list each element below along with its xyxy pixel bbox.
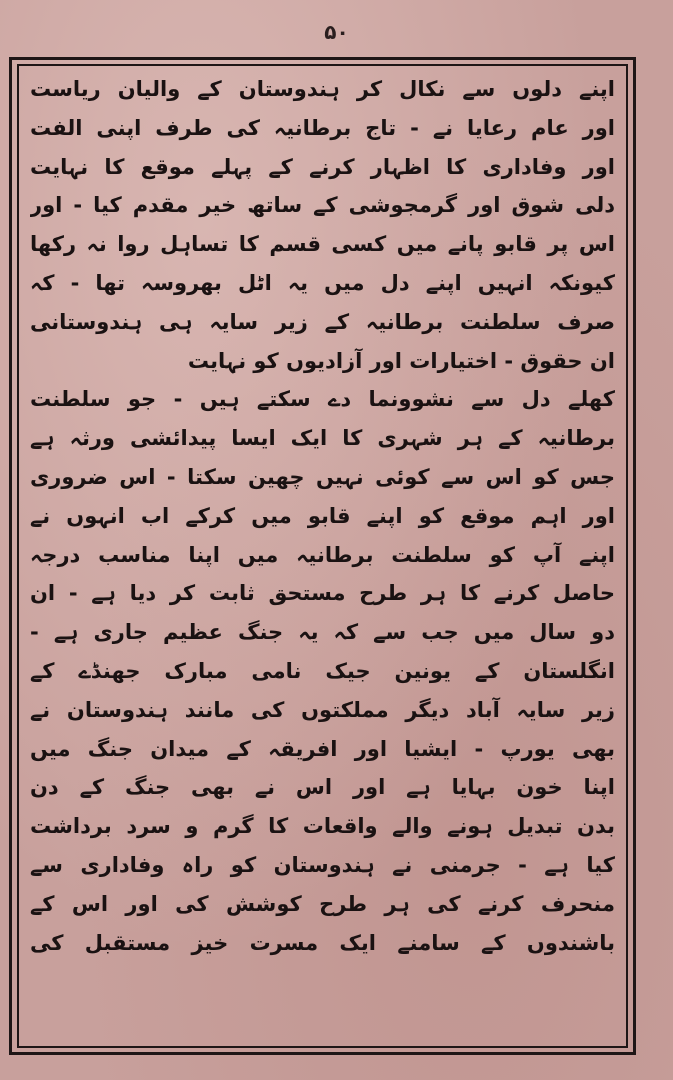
text-line: صرف سلطنت برطانیہ کے زیر سایہ ہی ہندوستانی bbox=[30, 309, 615, 334]
text-line: کیونکہ انہیں اپنے دل میں یہ اٹل بھروسہ تھا - کہ bbox=[30, 270, 615, 295]
text-line: ان حقوق - اختیارات اور آزادیوں کو نہایت bbox=[187, 348, 615, 373]
text-line: انگلستان کے یونین جیک نامی مبارک جھنڈے کے bbox=[30, 658, 615, 683]
text-line: اور عام رعایا نے - تاج برطانیہ کی طرف اپنی الفت bbox=[30, 115, 615, 140]
text-line: اپنے آپ کو سلطنت برطانیہ میں اپنا مناسب درجہ bbox=[30, 542, 615, 567]
text-line: اس پر قابو پانے میں کسی قسم کا تساہل روا نہ رکھا bbox=[30, 232, 615, 257]
page-text bbox=[30, 70, 615, 1040]
text-line: اپنے دلوں سے نکال کر ہندوستان کے والیان ریاست bbox=[30, 77, 615, 101]
text-line: زیر سایہ آباد دیگر مملکتوں کی مانند ہندوستان نے bbox=[30, 697, 615, 722]
text-line: حاصل کرنے کا ہر طرح مستحق ثابت کر دیا ہے - ان bbox=[30, 581, 615, 606]
text-line: کیا ہے - جرمنی نے ہندوستان کو راہ وفاداری سے bbox=[30, 852, 615, 877]
text-line: برطانیہ کے ہر شہری کا ایک ایسا پیدائشی ورثہ ہے bbox=[30, 426, 615, 451]
text-line: منحرف کرنے کی ہر طرح کوشش کی اور اس کے bbox=[30, 891, 615, 916]
text-line: دلی شوق اور گرمجوشی کے ساتھ خیر مقدم کیا - اور bbox=[30, 193, 615, 218]
text-line: بھی یورپ - ایشیا اور افریقہ کے میدان جنگ میں bbox=[30, 736, 615, 761]
text-line: اور اہم موقع کو اپنے قابو میں کرکے اب انہوں نے bbox=[30, 503, 615, 528]
text-line: باشندوں کے سامنے ایک مسرت خیز مستقبل کی bbox=[30, 930, 615, 955]
text-line: کھلے دل سے نشوونما دے سکتے ہیں - جو سلطنت bbox=[30, 387, 615, 412]
page-number: ۵۰ bbox=[324, 20, 349, 44]
text-line: بدن تبدیل ہونے والے واقعات کا گرم و سرد برداشت bbox=[30, 814, 615, 839]
text-line: اور وفاداری کا اظہار کرنے کے پہلے موقع کا نہایت bbox=[30, 154, 615, 179]
text-line: جس کو اس سے کوئی نہیں چھین سکتا - اس ضروری bbox=[30, 464, 615, 489]
text-line: اپنا خون بہایا ہے اور اس نے بھی جنگ کے دن bbox=[30, 775, 615, 800]
text-line: دو سال میں جب سے کہ یہ جنگ عظیم جاری ہے - bbox=[30, 620, 615, 645]
